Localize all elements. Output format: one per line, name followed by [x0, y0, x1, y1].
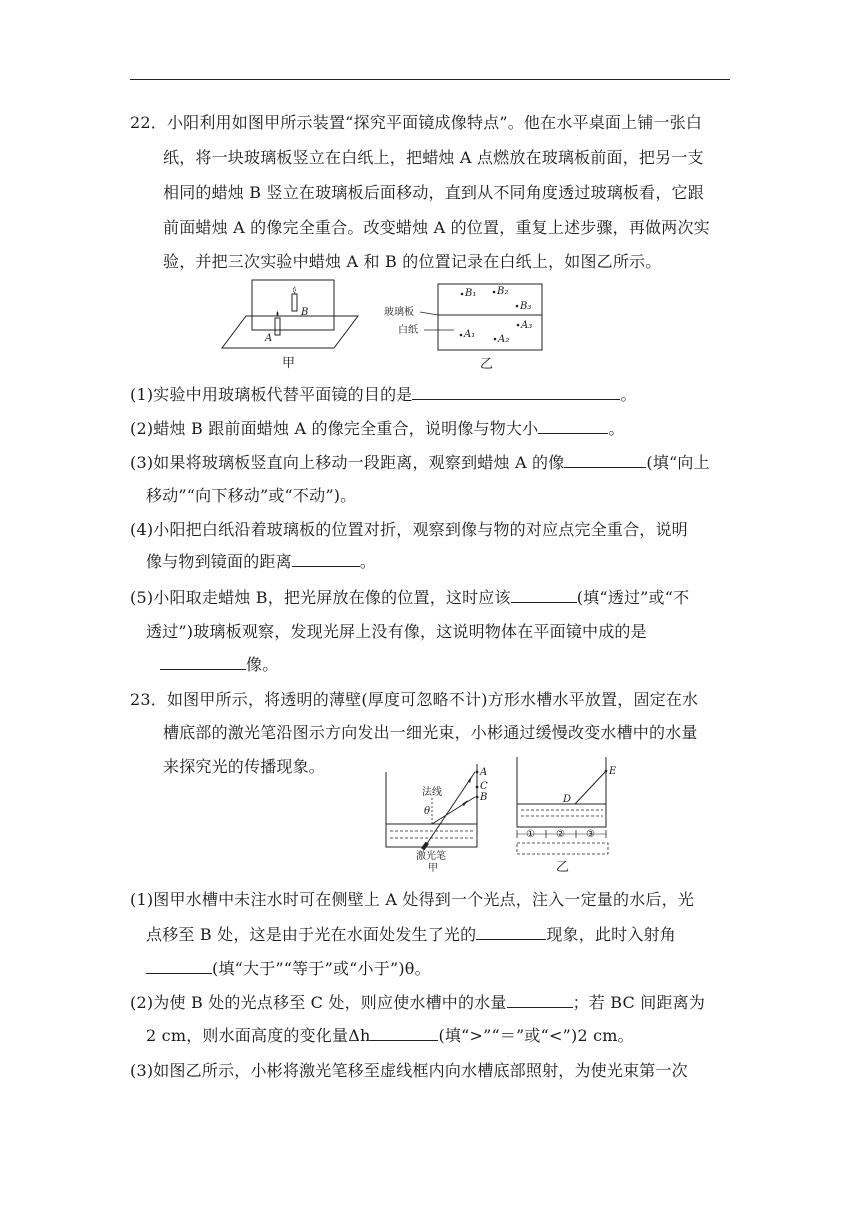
q22-candle-b-label: B — [301, 307, 309, 318]
q23-fig-yi-label: 乙 — [556, 860, 570, 875]
q23-stem-line-2: 槽底部的激光笔沿图示方向发出一细光束，小彬通过缓慢改变水槽中的水量 — [163, 723, 698, 742]
q23-sub-1-answer-blank-1[interactable] — [476, 925, 546, 940]
q23-sub-1-cont-2 — [146, 959, 431, 979]
q22-sub-3-text: (3)如果将玻璃板竖直向上移动一段距离，观察到蜡烛 A 的像 — [130, 453, 565, 472]
q22-sub-1-text: (1)实验中用玻璃板代替平面镜的目的是 — [130, 385, 413, 404]
q23-point-d: D — [563, 794, 572, 805]
q23-sub-1-cont-text: 点移至 B 处，这是由于光在水面处发生了光的 — [146, 925, 477, 944]
q23-point-c: C — [480, 781, 488, 792]
q23-zone-1: ① — [526, 829, 535, 840]
q23-point-a: A — [480, 767, 488, 778]
q22-sub-5-cont-2 — [160, 655, 278, 675]
q22-fig-yi-label: 乙 — [480, 357, 494, 372]
q23-stem-line-3: 来探究光的传播现象。 — [163, 757, 326, 776]
q23-sub-1-cont — [146, 925, 676, 945]
q22-sub-5-answer-blank-2[interactable] — [160, 655, 246, 670]
q23-sub-2-answer-blank-1[interactable] — [507, 993, 573, 1008]
q22-stem-line-1: 22．小阳利用如图甲所示装置“探究平面镜成像特点”。他在水平桌面上铺一张白 — [130, 113, 703, 132]
q22-glass-plate-label: 玻璃板 — [384, 307, 414, 318]
q22-sub-5-cont: 透过”)玻璃板观察，发现光屏上没有像，这说明物体在平面镜中成的是 — [146, 622, 647, 641]
q22-sub-4-answer-blank[interactable] — [292, 552, 360, 567]
q22-white-paper-label: 白纸 — [398, 325, 418, 336]
q22-figure-yi — [384, 282, 544, 374]
q23-point-e: E — [609, 766, 617, 777]
q23-sub-2 — [130, 993, 705, 1013]
q22-sub-5 — [130, 588, 689, 608]
q22-fig-jia-label: 甲 — [282, 356, 296, 371]
q22-stem-line-3: 相同的蜡烛 B 竖立在玻璃板后面移动，直到从不同角度透过玻璃板看，它跟 — [163, 183, 704, 202]
q22-sub-4-end: 。 — [359, 552, 377, 571]
q22-sub-1-answer-blank[interactable] — [412, 385, 620, 400]
q22-point-a3: A₃ — [521, 320, 533, 331]
q22-point-a2: A₂ — [498, 334, 510, 345]
q23-sub-1-cont-2-end: (填“大于”“等于”或“小于”)θ。 — [212, 959, 431, 978]
q22-sub-3-answer-blank[interactable] — [564, 453, 646, 468]
q22-point-a1: A₁ — [464, 329, 476, 340]
q22-sub-4-cont-text: 像与物到镜面的距离 — [146, 552, 292, 571]
q23-sub-3: (3)如图乙所示，小彬将激光笔移至虚线框内向水槽底部照射，为使光束第一次 — [130, 1061, 688, 1080]
q22-sub-2-answer-blank[interactable] — [538, 419, 608, 434]
q23-sub-1: (1)图甲水槽中未注水时可在侧壁上 A 处得到一个光点，注入一定量的水后，光 — [130, 890, 694, 909]
q22-stem-line-2: 纸，将一块玻璃板竖立在白纸上，把蜡烛 A 点燃放在玻璃板前面，把另一支 — [163, 148, 704, 167]
q23-figure-yi-drawing — [513, 757, 613, 875]
q22-sub-5-answer-blank-1[interactable] — [511, 588, 577, 603]
q23-figure-jia — [382, 762, 500, 877]
q22-figure-jia — [218, 278, 368, 373]
q23-stem-line-1: 23．如图甲所示，将透明的薄壁(厚度可忽略不计)方形水槽水平放置，固定在水 — [130, 690, 699, 709]
q22-sub-2-text: (2)蜡烛 B 跟前面蜡烛 A 的像完全重合，说明像与物大小 — [130, 419, 539, 438]
top-rule — [130, 79, 730, 80]
q22-sub-1-end: 。 — [620, 385, 637, 404]
q22-sub-2 — [130, 419, 625, 439]
q22-sub-3 — [130, 453, 710, 473]
q22-sub-5-text: (5)小阳取走蜡烛 B，把光屏放在像的位置，这时应该 — [130, 588, 511, 607]
q22-stem-line-4: 前面蜡烛 A 的像完全重合。改变蜡烛 A 的位置，重复上述步骤，再做两次实 — [163, 218, 710, 237]
q23-sub-2-cont-end: (填“>”“＝”或“<”)2 cm。 — [438, 1026, 634, 1045]
q22-stem-line-5: 验，并把三次实验中蜡烛 A 和 B 的位置记录在白纸上，如图乙所示。 — [163, 252, 662, 271]
q23-sub-2-cont-text: 2 cm，则水面高度的变化量Δh — [146, 1026, 371, 1045]
q22-point-b1: B₁ — [465, 288, 477, 299]
q23-sub-2-end: ；若 BC 间距离为 — [572, 993, 706, 1012]
q23-laser-pen-label: 激光笔 — [416, 851, 446, 862]
q22-sub-4-cont — [146, 552, 376, 572]
q22-sub-1 — [130, 385, 637, 405]
q22-point-b3: B₃ — [520, 301, 532, 312]
q23-zone-2: ② — [556, 829, 565, 840]
q23-figure-yi — [513, 757, 617, 875]
q23-sub-1-cont-end: 现象，此时入射角 — [546, 925, 676, 944]
q22-sub-5-hint: (填“透过”或“不 — [576, 588, 690, 607]
q23-sub-2-cont — [146, 1026, 634, 1046]
q22-candle-a-label: A — [265, 333, 273, 344]
q22-point-b2: B₂ — [497, 286, 509, 297]
q22-sub-3-hint: (填“向上 — [646, 453, 710, 472]
q23-sub-2-answer-blank-2[interactable] — [370, 1026, 438, 1041]
q23-point-b: B — [480, 792, 488, 803]
q23-fig-jia-label: 甲 — [428, 863, 438, 874]
q23-sub-2-text: (2)为使 B 处的光点移至 C 处，则应使水槽中的水量 — [130, 993, 507, 1012]
q22-sub-5-end: 像。 — [246, 655, 279, 674]
q22-sub-2-end: 。 — [608, 419, 625, 438]
q22-sub-4: (4)小阳把白纸沿着玻璃板的位置对折，观察到像与物的对应点完全重合，说明 — [130, 520, 688, 539]
q23-sub-1-answer-blank-2[interactable] — [146, 959, 212, 974]
q23-zone-3: ③ — [586, 829, 595, 840]
q23-normal-line-label: 法线 — [422, 787, 442, 798]
q23-angle-theta: θ — [424, 806, 431, 817]
q22-sub-3-cont: 移动”“向下移动”或“不动”)。 — [146, 486, 357, 505]
